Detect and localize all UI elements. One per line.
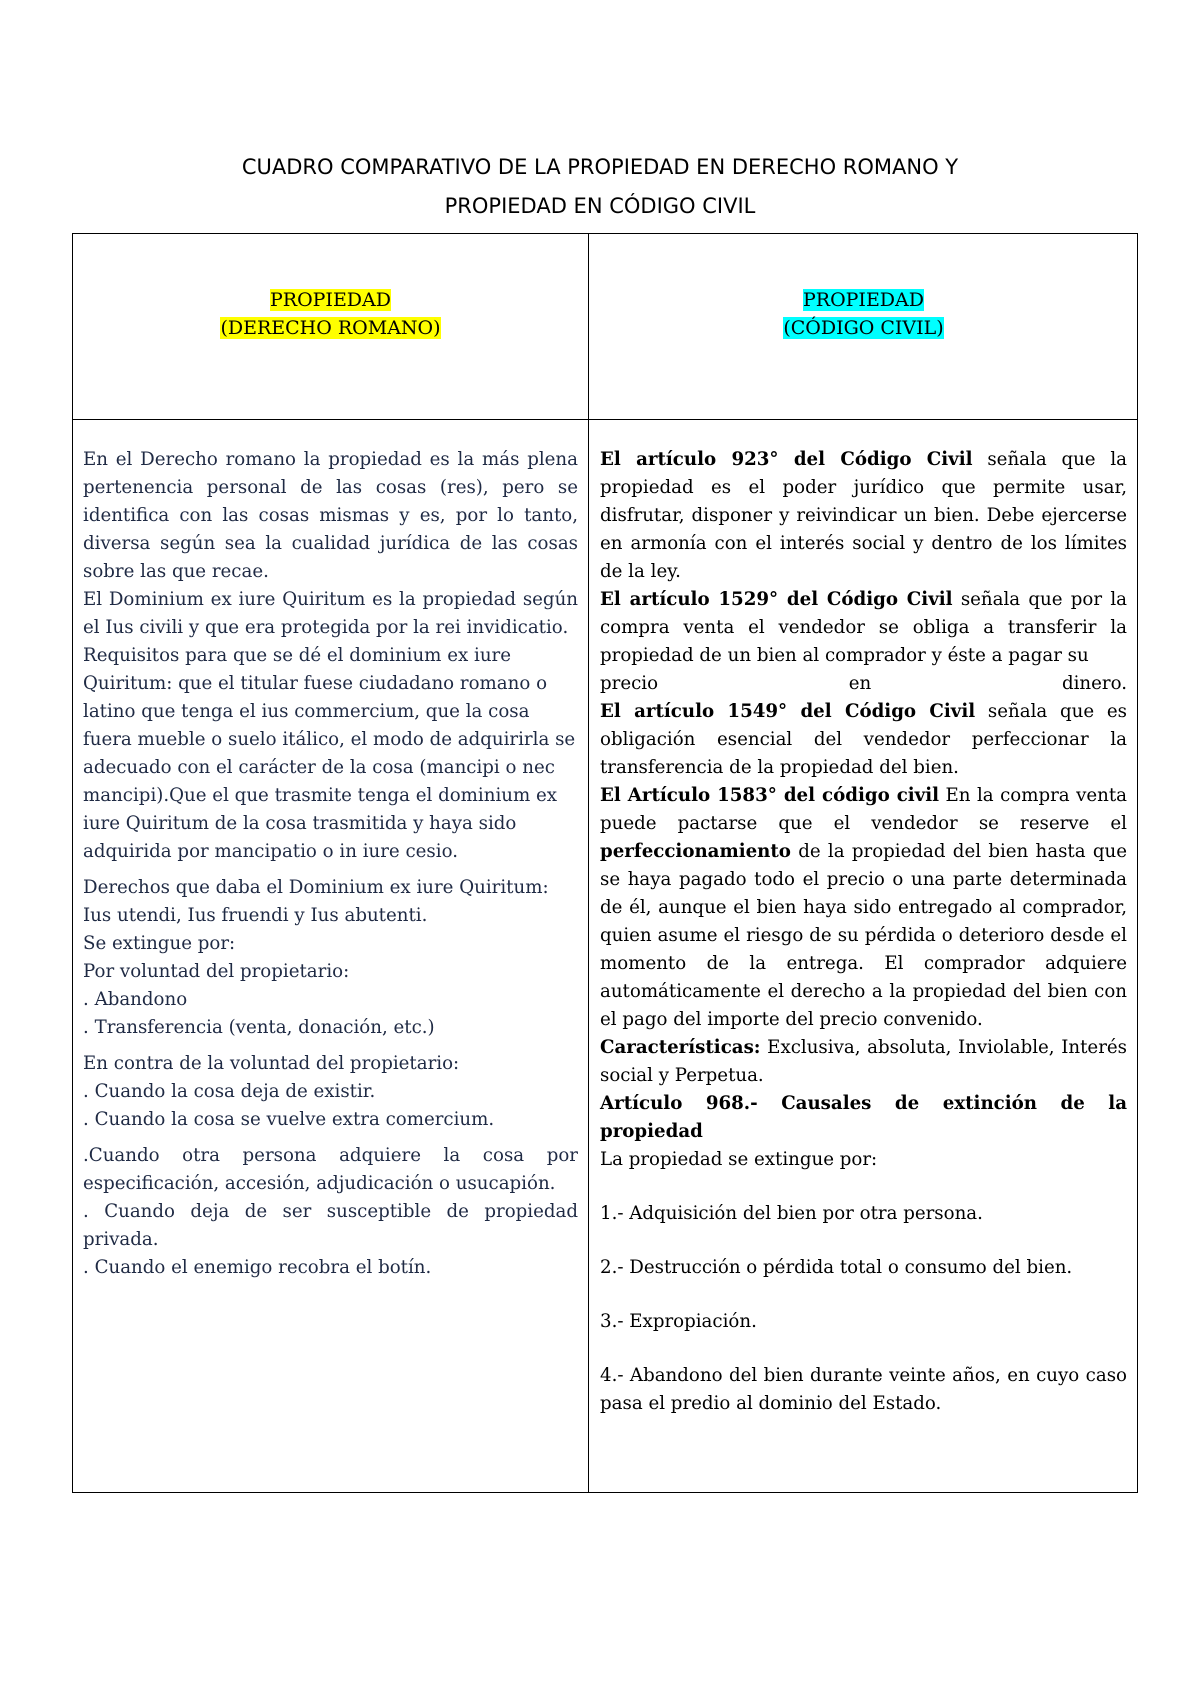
roman-law-cell xyxy=(83,446,578,1282)
article-1529 xyxy=(600,586,1127,670)
roman-list-item: . Cuando el enemigo recobra el botín. xyxy=(83,1257,432,1278)
roman-list-item: . Transferencia (venta, donación, etc.) xyxy=(83,1017,435,1038)
extinction-item: 2.- Destrucción o pérdida total o consumo del bien. xyxy=(600,1257,1073,1278)
roman-list-item: . Cuando deja de ser susceptible de propiedad privada. xyxy=(83,1201,578,1250)
document-title xyxy=(0,148,1200,226)
article-1583-text: En la compra venta puede pactarse que el vendedor se reserve el xyxy=(600,785,1127,834)
roman-paragraph: Ius utendi, Ius fruendi y Ius abutenti. xyxy=(83,905,428,926)
header-right-label: PROPIEDAD xyxy=(802,289,924,311)
roman-paragraph: Requisitos para que se dé el dominium ex iure Quiritum: que el titular fuese ciudadano romano o latino que tenga el ius commercium, que la cosa fuera mueble o suelo itálico, el modo de adquirirla se adecuado con el carácter de la cosa (mancipi o nec mancipi).Que el que trasmite tenga el dominium ex iure Quiritum de la cosa trasmitida y haya sido adquirida por mancipatio o in iure cesio. xyxy=(83,645,576,862)
article-1583-title: El Artículo 1583° del código civil xyxy=(600,785,940,806)
roman-list-item: . Abandono xyxy=(83,989,188,1010)
word: en xyxy=(848,673,872,694)
title-line-1: CUADRO COMPARATIVO DE LA PROPIEDAD EN DERECHO ROMANO Y xyxy=(241,155,959,179)
article-1583-bold-term: perfeccionamiento xyxy=(600,841,791,862)
extinction-item: 1.- Adquisición del bien por otra persona. xyxy=(600,1203,983,1224)
roman-paragraph: En contra de la voluntad del propietario: xyxy=(83,1053,460,1074)
article-1583 xyxy=(600,782,1127,1034)
roman-paragraph: El Dominium ex iure Quiritum es la propiedad según el Ius civili y que era protegida por la rei invidicatio. xyxy=(83,589,578,638)
header-left-sublabel: (DERECHO ROMANO) xyxy=(220,317,441,339)
roman-list-item: . Cuando la cosa se vuelve extra comercium. xyxy=(83,1109,495,1130)
article-1549 xyxy=(600,698,1127,782)
header-left xyxy=(73,286,588,342)
characteristics xyxy=(600,1034,1127,1090)
article-923 xyxy=(600,446,1127,586)
extinction-item: 4.- Abandono del bien durante veinte años, en cuyo caso pasa el predio al dominio del Estado. xyxy=(600,1365,1127,1414)
roman-paragraph: Por voluntad del propietario: xyxy=(83,961,350,982)
characteristics-title: Características: xyxy=(600,1037,761,1058)
article-1583-text-2: de la propiedad del bien hasta que se haya pagado todo el precio o una parte determinada de él, aunque el bien haya sido entregado al comprador, quien asume el riesgo de su pérdida o deterioro desde el momento de la entrega. El comprador adquiere automáticamente el derecho a la propiedad del bien con el pago del importe del precio convenido. xyxy=(600,841,1127,1030)
article-1549-text: señala que es obligación esencial del vendedor perfeccionar la transferencia de la propiedad del bien. xyxy=(600,701,1127,778)
roman-paragraph: Se extingue por: xyxy=(83,933,236,954)
article-968-intro: La propiedad se extingue por: xyxy=(600,1149,878,1170)
roman-paragraph: En el Derecho romano la propiedad es la más plena pertenencia personal de las cosas (res), pero se identifica con las cosas mismas y es, por lo tanto, diversa según sea la cualidad jurídica de las cosas sobre las que recae. xyxy=(83,449,578,582)
article-923-title: El artículo 923° del Código Civil xyxy=(600,449,973,470)
characteristics-text: Exclusiva, absoluta, Inviolable, Interés social y Perpetua. xyxy=(600,1037,1127,1086)
header-right xyxy=(590,286,1137,342)
header-left-label: PROPIEDAD xyxy=(269,289,391,311)
header-right-sublabel: (CÓDIGO CIVIL) xyxy=(783,317,944,339)
civil-code-cell xyxy=(600,446,1127,1418)
word: precio xyxy=(600,673,659,694)
roman-paragraph: Derechos que daba el Dominium ex iure Quiritum: xyxy=(83,877,549,898)
header-divider xyxy=(73,419,1137,420)
roman-list-item: . Cuando la cosa deja de existir. xyxy=(83,1081,376,1102)
extinction-item: 3.- Expropiación. xyxy=(600,1311,757,1332)
column-divider xyxy=(588,234,589,1492)
roman-list-item: .Cuando otra persona adquiere la cosa por especificación, accesión, adjudicación o usucapión. xyxy=(83,1145,578,1194)
article-923-text: señala que la propiedad es el poder jurídico que permite usar, disfrutar, disponer y reivindicar un bien. Debe ejercerse en armonía con el interés social y dentro de los límites de la ley. xyxy=(600,449,1127,582)
article-968-heading: Artículo 968.- Causales de extinción de la propiedad xyxy=(600,1093,1127,1142)
article-1549-title: El artículo 1549° del Código Civil xyxy=(600,701,976,722)
article-968-title xyxy=(600,1090,1127,1146)
article-1529-title: El artículo 1529° del Código Civil xyxy=(600,589,953,610)
comparison-table xyxy=(72,233,1138,1493)
word: dinero. xyxy=(1061,673,1127,694)
article-1529-text: señala que por la compra venta el vendedor se obliga a transferir la propiedad de un bien al comprador y éste a pagar su xyxy=(600,589,1127,666)
article-1529-last-line xyxy=(600,670,1127,698)
title-line-2: PROPIEDAD EN CÓDIGO CIVIL xyxy=(444,194,756,218)
